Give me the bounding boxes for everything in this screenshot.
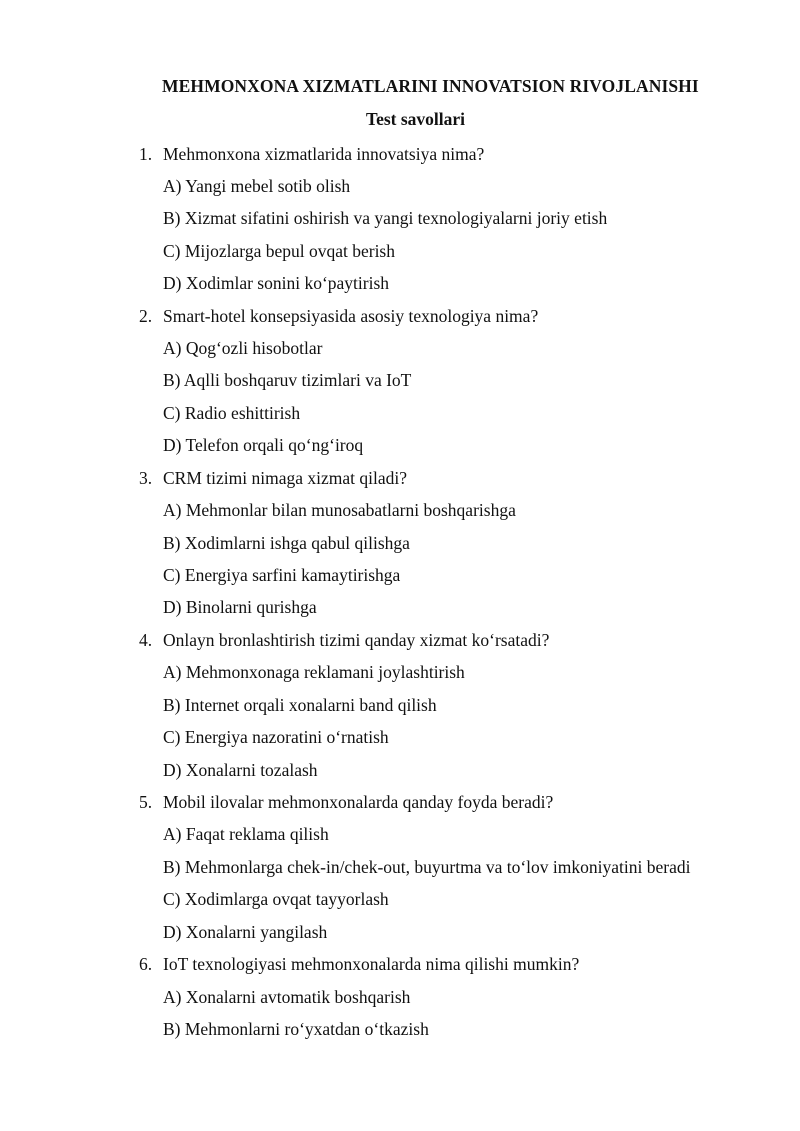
question-text: IoT texnologiyasi mehmonxonalarda nima qilishi mumkin? [163, 954, 580, 974]
answer-option: A) Yangi mebel sotib olish [163, 176, 351, 196]
answer-option: B) Mehmonlarni ro‘yxatdan o‘tkazish [163, 1019, 429, 1039]
question-number: 1. [139, 144, 153, 164]
question-text: Mobil ilovalar mehmonxonalarda qanday foyda beradi? [163, 792, 554, 812]
answer-option: C) Energiya sarfini kamaytirishga [163, 565, 401, 585]
question-text: Onlayn bronlashtirish tizimi qanday xizmat ko‘rsatadi? [163, 630, 550, 650]
answer-option: B) Mehmonlarga chek-in/chek-out, buyurtma va to‘lov imkoniyatini beradi [163, 857, 691, 877]
question-text: CRM tizimi nimaga xizmat qiladi? [163, 468, 407, 488]
question-text: Smart-hotel konsepsiyasida asosiy texnologiya nima? [163, 306, 539, 326]
answer-option: D) Telefon orqali qo‘ng‘iroq [163, 435, 364, 455]
question-number: 5. [139, 792, 153, 812]
answer-option: A) Mehmonlar bilan munosabatlarni boshqarishga [163, 500, 516, 520]
answer-option: A) Faqat reklama qilish [163, 824, 329, 844]
answer-option: C) Radio eshittirish [163, 403, 301, 423]
answer-option: B) Xizmat sifatini oshirish va yangi texnologiyalarni joriy etish [163, 208, 608, 228]
question-number: 4. [139, 630, 153, 650]
answer-option: D) Xonalarni tozalash [163, 760, 318, 780]
answer-option: C) Mijozlarga bepul ovqat berish [163, 241, 395, 261]
answer-option: B) Internet orqali xonalarni band qilish [163, 695, 437, 715]
question-number: 2. [139, 306, 153, 326]
answer-option: D) Xodimlar sonini ko‘paytirish [163, 273, 390, 293]
document-title: MEHMONXONA XIZMATLARINI INNOVATSION RIVOJLANISHI [162, 76, 699, 96]
question-number: 3. [139, 468, 153, 488]
answer-option: D) Xonalarni yangilash [163, 922, 328, 942]
question-number: 6. [139, 954, 153, 974]
answer-option: A) Qog‘ozli hisobotlar [163, 338, 323, 358]
answer-option: C) Energiya nazoratini o‘rnatish [163, 727, 389, 747]
answer-option: B) Aqlli boshqaruv tizimlari va IoT [163, 370, 412, 390]
answer-option: A) Mehmonxonaga reklamani joylashtirish [163, 662, 465, 682]
answer-option: D) Binolarni qurishga [163, 597, 317, 617]
answer-option: C) Xodimlarga ovqat tayyorlash [163, 889, 389, 909]
answer-option: A) Xonalarni avtomatik boshqarish [163, 987, 411, 1007]
answer-option: B) Xodimlarni ishga qabul qilishga [163, 533, 410, 553]
question-text: Mehmonxona xizmatlarida innovatsiya nima? [163, 144, 485, 164]
document-subtitle: Test savollari [366, 109, 466, 129]
